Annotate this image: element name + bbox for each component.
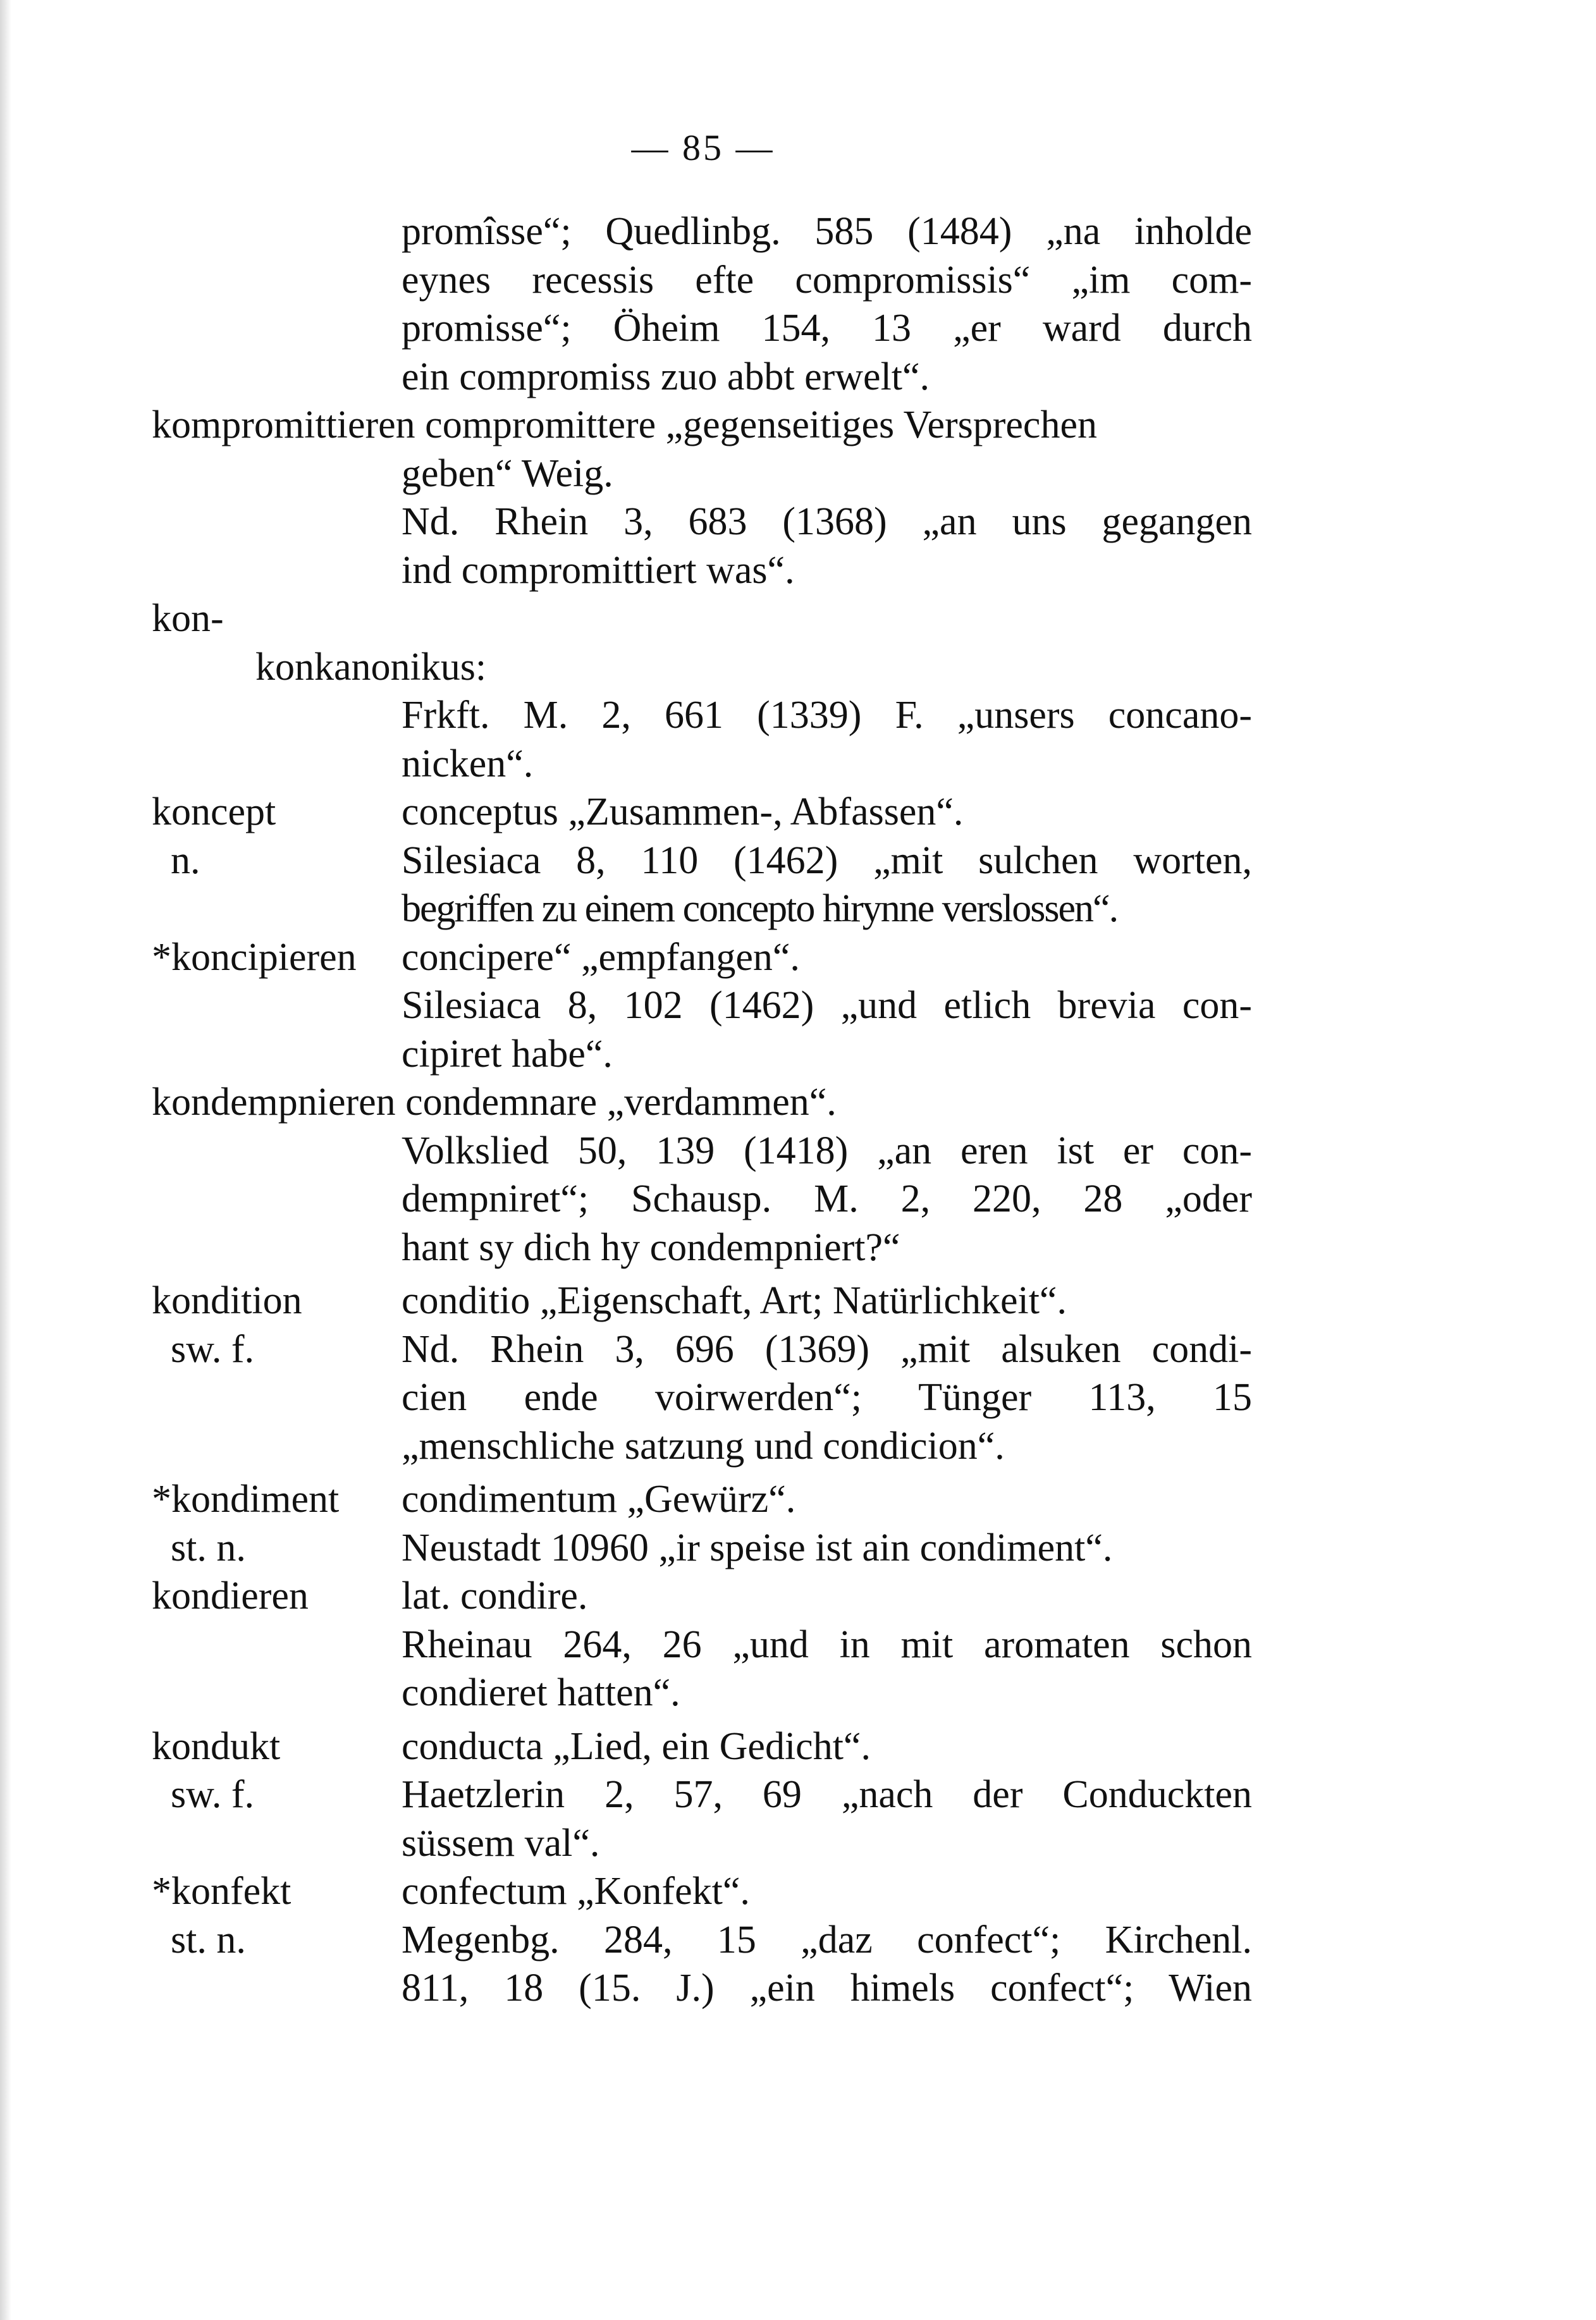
entry-text: conceptus „Zusammen-, Abfassen“. [402, 790, 964, 833]
entry-text: Rheinau 264, 26 „und in mit aromaten schon [402, 1623, 1252, 1666]
entry-line [152, 740, 1252, 789]
entry-line [152, 1224, 1252, 1272]
entry-line [152, 353, 1252, 402]
entry-text: promisse“; Öheim 154, 13 „er ward durch [402, 307, 1252, 350]
entry-line [152, 1277, 1252, 1325]
entry-line [152, 1030, 1252, 1079]
entry-text: cipiret habe“. [402, 1032, 613, 1076]
entry-line [152, 1127, 1252, 1175]
entry-line [152, 1175, 1252, 1224]
entry-line [152, 450, 1252, 498]
entry-line [152, 1669, 1252, 1717]
entry-text: conditio „Eigenschaft, Art; Natürlichkeit“. [402, 1279, 1067, 1322]
entry-text: cien ende voirwerden“; Tünger 113, 15 [402, 1376, 1252, 1419]
entry-line [152, 546, 1252, 595]
entry-line [152, 933, 1252, 982]
entry-text: Silesiaca 8, 110 (1462) „mit sulchen worten, [402, 838, 1252, 882]
entry-line [152, 1621, 1252, 1669]
entry-text: conducta „Lied, ein Gedicht“. [402, 1724, 871, 1768]
scan-edge-shadow [0, 0, 11, 2320]
entry-line [152, 981, 1252, 1030]
entry-text: Nd. Rhein 3, 696 (1369) „mit alsuken condi- [402, 1327, 1252, 1371]
entry-text: begriffen zu einem concepto hirynne verslossen“. [402, 887, 1118, 930]
entry-line [152, 837, 1252, 885]
grammar-label: n. [171, 838, 200, 882]
entry-text: Frkft. M. 2, 661 (1339) F. „unsers concano- [402, 694, 1252, 737]
entry-text: süssem val“. [402, 1821, 600, 1865]
entry-text: 811, 18 (15. J.) „ein himels confect“; Wien [402, 1967, 1252, 2010]
headword-line: kompromittieren compromittere „gegenseitiges Versprechen [152, 403, 1097, 446]
entry-text: condieret hatten“. [402, 1671, 680, 1714]
entry-text: dempniret“; Schausp. M. 2, 220, 28 „oder [402, 1177, 1252, 1220]
headword: kondition [152, 1279, 302, 1322]
entry-text: eynes recessis efte compromissis“ „im com- [402, 258, 1252, 302]
entry-line [152, 1572, 1252, 1621]
entry-line [152, 1325, 1252, 1374]
headword: *konfekt [152, 1870, 292, 1913]
page-number: — 85 — [631, 127, 775, 168]
grammar-label: sw. f. [171, 1327, 255, 1371]
headword-line: kondempnieren condemnare „verdammen“. [152, 1081, 837, 1124]
headword: kon- [152, 597, 224, 640]
entry-line [152, 1373, 1252, 1422]
grammar-label: st. n. [171, 1526, 246, 1569]
entry-text: Volkslied 50, 139 (1418) „an eren ist er con- [402, 1129, 1252, 1172]
entry-line [152, 1867, 1252, 1916]
headword: *koncipieren [152, 935, 357, 979]
entry-text: hant sy dich hy condempniert?“ [402, 1225, 900, 1269]
grammar-label: st. n. [171, 1918, 246, 1961]
entry-line [152, 788, 1252, 837]
entry-line [152, 1078, 1252, 1127]
entry-line [152, 207, 1252, 256]
entry-line [152, 594, 1252, 643]
entry-line [152, 498, 1252, 546]
headword: koncept [152, 790, 276, 833]
grammar-label: sw. f. [171, 1773, 255, 1816]
entry-line [152, 1422, 1252, 1471]
entry-text: „menschliche satzung und condicion“. [402, 1424, 1005, 1468]
entry-text: ein compromiss zuo abbt erwelt“. [402, 355, 930, 398]
entry-text: nicken“. [402, 742, 534, 785]
entry-line [152, 1916, 1252, 1965]
headword: *kondiment [152, 1478, 340, 1521]
entry-text: condimentum „Gewürz“. [402, 1478, 796, 1521]
entry-text: confectum „Konfekt“. [402, 1870, 750, 1913]
entry-line [152, 1524, 1252, 1573]
entry-line [152, 643, 1252, 692]
entry-line [152, 1722, 1252, 1771]
entry-line [152, 1964, 1252, 2013]
entry-text: geben“ Weig. [402, 451, 613, 495]
headword: kondukt [152, 1724, 281, 1768]
entry-line [152, 885, 1252, 933]
entry-line [152, 256, 1252, 305]
entry-text: lat. condire. [402, 1574, 588, 1617]
entry-text: concipere“ „empfangen“. [402, 935, 800, 979]
entry-text: Megenbg. 284, 15 „daz confect“; Kirchenl. [402, 1918, 1252, 1961]
entry-line [152, 1475, 1252, 1524]
entry-line [152, 1819, 1252, 1868]
entry-text: Nd. Rhein 3, 683 (1368) „an uns gegangen [402, 500, 1252, 543]
entry-text: Haetzlerin 2, 57, 69 „nach der Conduckten [402, 1773, 1252, 1816]
entry-line [152, 304, 1252, 353]
entry-line [152, 1771, 1252, 1819]
headword: kondieren [152, 1574, 309, 1617]
entry-text: Neustadt 10960 „ir speise ist ain condiment“. [402, 1526, 1113, 1569]
entry-line [152, 401, 1252, 450]
headword: konkanonikus: [255, 645, 487, 689]
entry-text: promîsse“; Quedlinbg. 585 (1484) „na inholde [402, 210, 1252, 253]
entry-line [152, 691, 1252, 740]
dictionary-entries [152, 207, 1252, 2013]
entry-text: ind compromittiert was“. [402, 548, 795, 592]
entry-text: Silesiaca 8, 102 (1462) „und etlich brevia con- [402, 984, 1252, 1027]
